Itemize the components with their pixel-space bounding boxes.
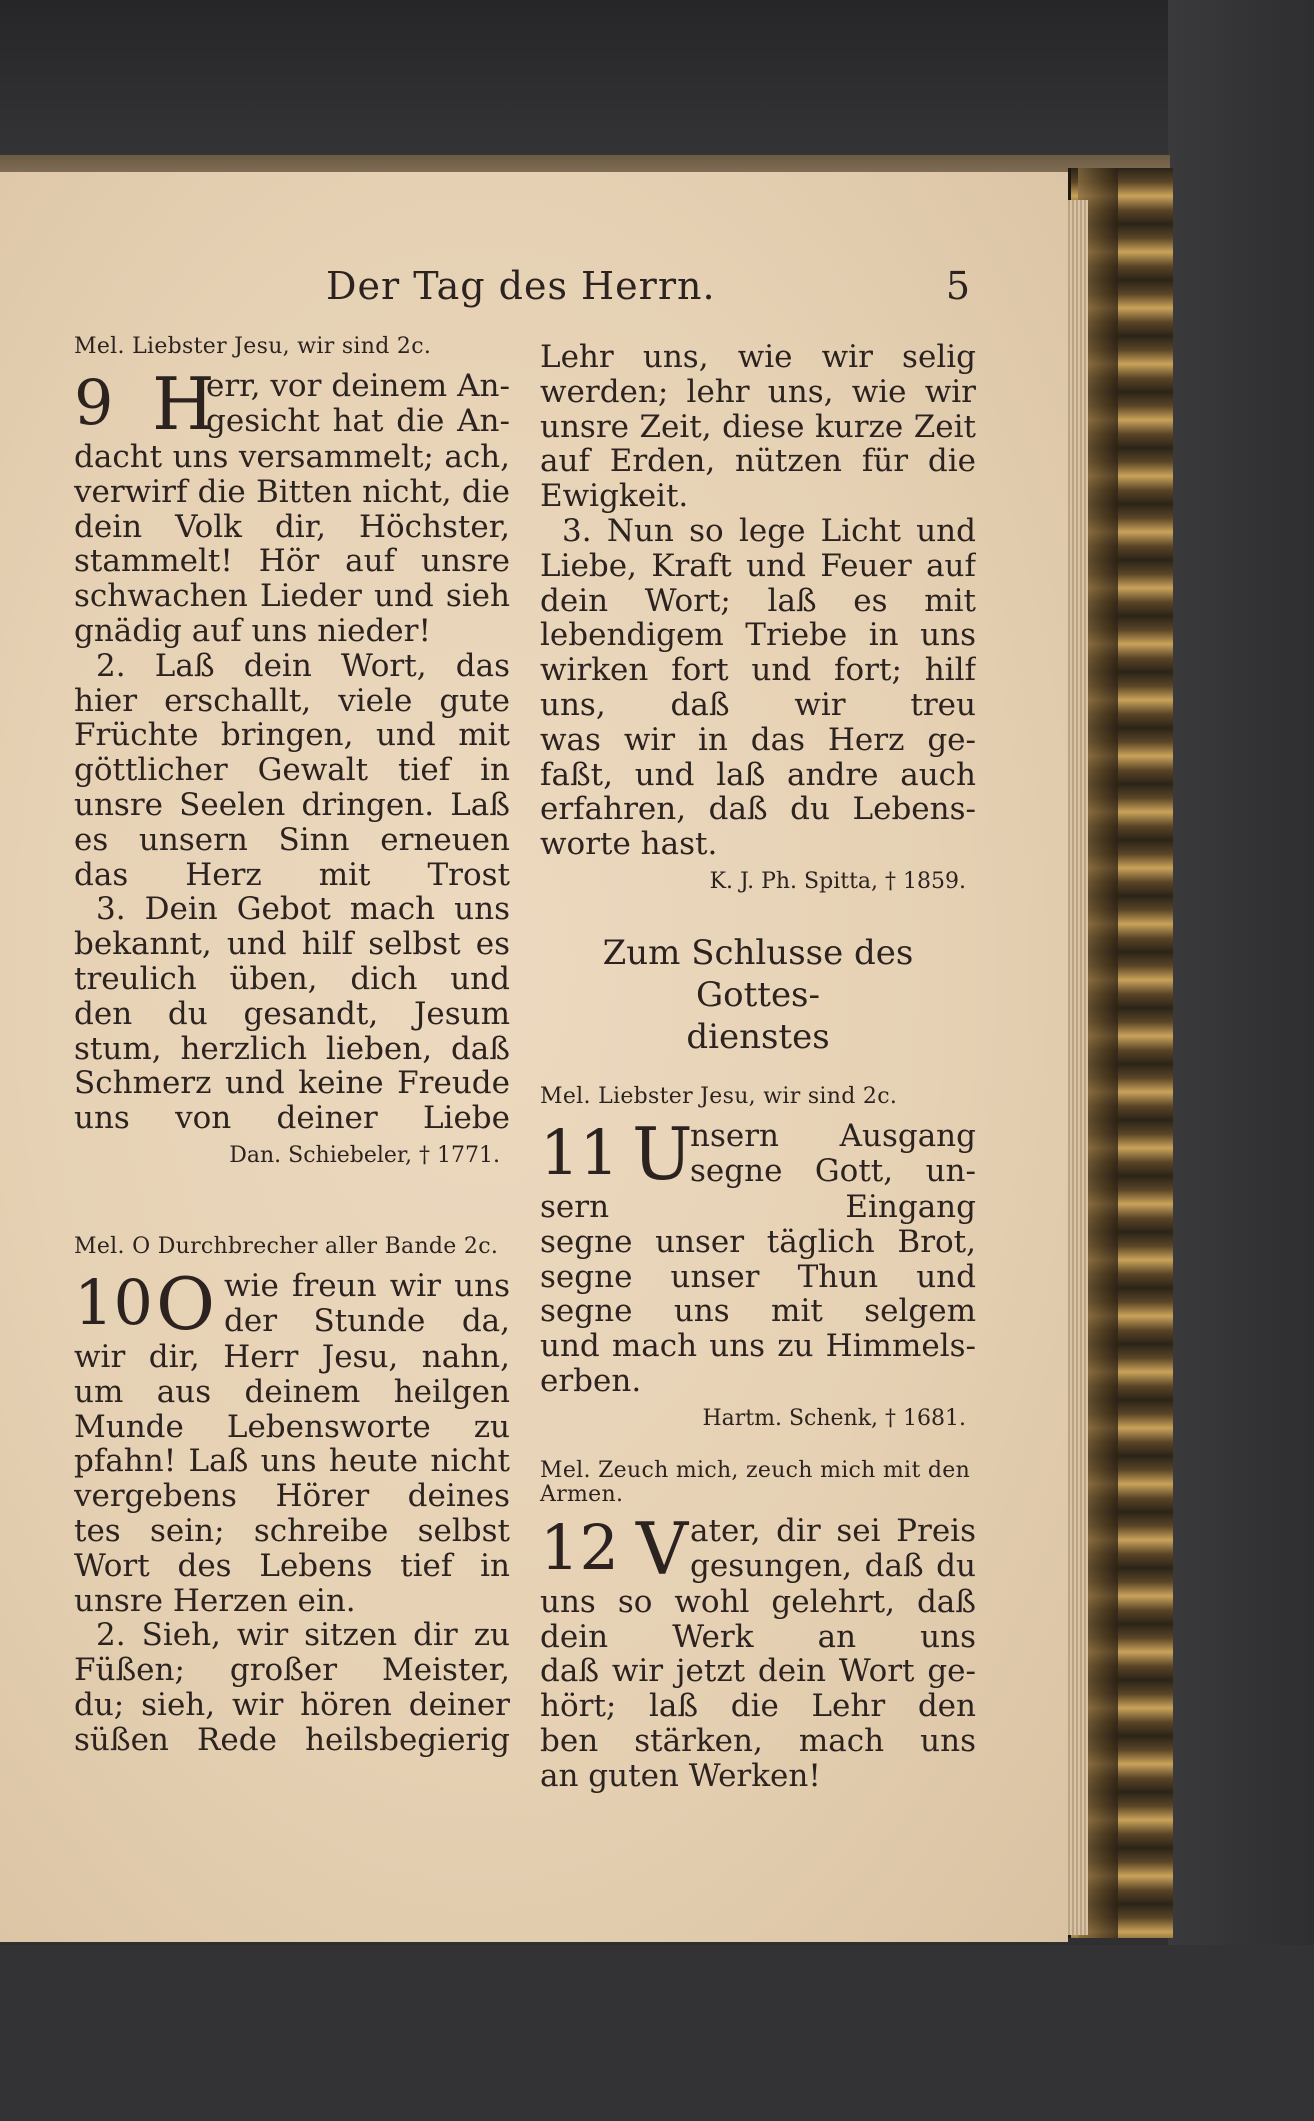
hymn-9-line: es unsern Sinn erneuen	[74, 822, 510, 858]
hymn-10-line: du; sieh, wir hören deiner	[74, 1687, 510, 1723]
hymn-10-cont-line: uns, daß wir treu	[540, 687, 976, 723]
hymn-10-line: süßen Rede heilsbegierig	[74, 1722, 510, 1758]
hymn-10-line: wie freun wir uns	[224, 1268, 510, 1304]
hymn-12-line: uns so wohl gelehrt, daß	[540, 1584, 976, 1620]
hymn-12-line: hört; laß die Lehr den	[540, 1689, 976, 1724]
hymn-10-opening	[74, 1261, 510, 1346]
hymn-10-line: der Stunde da,	[224, 1303, 510, 1339]
hymn-12-opening	[540, 1506, 976, 1591]
hymn-9-line: bekannt, und hilf selbst es	[74, 927, 510, 962]
hymn-11-line: segne uns mit selgem	[540, 1294, 976, 1330]
spacer	[74, 1172, 510, 1232]
hymn-12-line: dein Werk an uns	[540, 1619, 976, 1655]
hymn-11-initial: U	[632, 1111, 693, 1196]
hymn-9-line: unsre Seelen dringen. Laß	[74, 787, 510, 823]
hymn-11-line: segne Gott, un-	[690, 1153, 976, 1189]
section-title-line: Zum Schlusse des Gottes-	[602, 932, 914, 1015]
hymn-12-line: ater, dir sei Preis	[690, 1513, 976, 1549]
hymn-11-opening	[540, 1111, 976, 1196]
hymn-9-line: göttlicher Gewalt tief in	[74, 753, 510, 788]
hymn-10-author: K. J. Ph. Spitta, † 1859.	[709, 868, 966, 894]
hymn-9-line: uns von deiner Liebe	[74, 1101, 510, 1136]
spacer	[540, 332, 976, 340]
hymn-10-line: tes sein; schreibe selbst	[74, 1513, 510, 1549]
hymn-11-line: segne unser Thun und	[540, 1259, 976, 1295]
hymn-11-line: segne unser täglich Brot,	[540, 1224, 976, 1260]
hymn-10-melody: Mel. O Durchbrecher aller Bande 2c.	[74, 1233, 499, 1259]
hymn-9-initial: H	[152, 362, 215, 446]
hymn-11-number: 11	[540, 1115, 619, 1189]
hymn-9-line: err, vor deinem An-	[206, 369, 510, 404]
left-column	[74, 332, 510, 1758]
hymn-9-verse-3: 3. Dein Gebot mach uns	[96, 892, 510, 928]
background-right	[1168, 0, 1314, 2121]
hymn-10-cont-line: unsre Zeit, diese kurze Zeit	[540, 409, 976, 445]
hymn-9-opening	[74, 362, 510, 446]
hymn-10-line: Füßen; großer Meister,	[74, 1653, 510, 1688]
hymn-10-cont-line: worte hast.	[540, 827, 718, 862]
background-bottom	[0, 1945, 1314, 2121]
hymn-10-line: unsre Herzen ein.	[74, 1583, 356, 1619]
hymn-9-verse-2: 2. Laß dein Wort, das	[96, 648, 510, 684]
hymn-10-verse-3: 3. Nun so lege Licht und	[562, 513, 976, 549]
hymn-10-cont-line: faßt, und laß andre auch	[540, 757, 976, 793]
hymn-9-line: das Herz mit Trost	[74, 857, 510, 893]
hymn-10-cont-line: erfahren, daß du Lebens-	[540, 792, 976, 828]
hymn-10-cont-line: wirken fort und fort; hilf	[540, 653, 976, 688]
hymn-9-line: den du gesandt, Jesum	[74, 996, 510, 1032]
hymn-10-cont-line: dein Wort; laß es mit	[540, 583, 976, 619]
hymn-10-cont-line: lebendigem Triebe in uns	[540, 618, 976, 654]
background-top	[0, 0, 1314, 160]
hymn-11-melody: Mel. Liebster Jesu, wir sind 2c.	[540, 1083, 898, 1109]
hymn-9-line: treulich üben, dich und	[74, 961, 510, 997]
hymn-10-cont-line: werden; lehr uns, wie wir	[540, 374, 976, 410]
hymn-9-line: hier erschallt, viele gute	[74, 683, 510, 719]
right-column	[540, 332, 976, 1794]
hymn-11-author: Hartm. Schenk, † 1681.	[702, 1405, 966, 1431]
hymn-10-line: Munde Lebensworte zu	[74, 1409, 510, 1445]
page-number: 5	[945, 264, 970, 308]
hymn-12-number: 12	[540, 1510, 619, 1584]
hymn-12-melody: Mel. Zeuch mich, zeuch mich mit den Armen.	[540, 1457, 971, 1507]
hymn-10-cont-line: Ewigkeit.	[540, 479, 689, 514]
hymn-9-melody: Mel. Liebster Jesu, wir sind 2c.	[74, 334, 432, 359]
section-title-line: dienstes	[686, 1016, 830, 1057]
hymn-11-line: und mach uns zu Himmels-	[540, 1329, 976, 1364]
hymn-10-initial: O	[156, 1261, 216, 1346]
hymn-9-line: gesicht hat die An-	[206, 404, 510, 439]
hymn-12-initial: V	[636, 1506, 688, 1591]
spacer	[540, 1435, 976, 1459]
hymn-9-line: verwirf die Bitten nicht, die	[74, 474, 510, 510]
book-page	[0, 172, 1068, 1942]
hymn-9-number: 9	[74, 366, 114, 439]
hymn-10-line: um aus deinem heilgen	[74, 1374, 510, 1410]
hymn-11-line: sern Eingang	[540, 1189, 976, 1225]
hymn-10-cont-line: Lehr uns, wie wir selig	[540, 340, 976, 375]
hymn-10-cont-line: auf Erden, nützen für die	[540, 444, 976, 480]
hymn-9-line: dein Volk dir, Höchster,	[74, 509, 510, 545]
hymn-10-verse-2: 2. Sieh, wir sitzen dir zu	[96, 1618, 510, 1654]
hymn-10-cont-line: Liebe, Kraft und Feuer auf	[540, 548, 976, 584]
hymn-10-line: vergebens Hörer deines	[74, 1479, 510, 1514]
hymn-12-line: ben stärken, mach uns	[540, 1723, 976, 1759]
hymn-9-line: Früchte bringen, und mit	[74, 718, 510, 754]
hymn-12-line: gesungen, daß du	[690, 1548, 976, 1584]
hymn-9-line: gnädig auf uns nieder!	[74, 613, 431, 649]
hymn-11-line: erben.	[540, 1363, 642, 1399]
hymn-10-line: Wort des Lebens tief in	[74, 1548, 510, 1584]
hymn-11-line: nsern Ausgang	[690, 1118, 976, 1154]
hymn-9-line: Schmerz und keine Freude	[74, 1066, 510, 1102]
hymn-10-line: wir dir, Herr Jesu, nahn,	[74, 1339, 510, 1375]
hymn-10-line: pfahn! Laß uns heute nicht	[74, 1444, 510, 1480]
hymn-12-line: an guten Werken!	[540, 1758, 821, 1794]
hymn-9-line: schwachen Lieder und sieh	[74, 579, 510, 614]
hymn-9-author: Dan. Schiebeler, † 1771.	[229, 1142, 500, 1168]
hymn-10-cont-line: was wir in das Herz ge-	[540, 722, 976, 758]
hymn-9-line: stum, herzlich lieben, daß	[74, 1031, 510, 1067]
hymn-12-line: daß wir jetzt dein Wort ge-	[540, 1654, 976, 1690]
hymn-9-line: stammelt! Hör auf unsre	[74, 544, 510, 580]
running-head: Der Tag des Herrn.	[326, 264, 716, 308]
section-title	[540, 932, 976, 1058]
hymn-10-number: 10	[74, 1265, 153, 1339]
hymn-9-line: dacht uns versammelt; ach,	[74, 440, 510, 475]
